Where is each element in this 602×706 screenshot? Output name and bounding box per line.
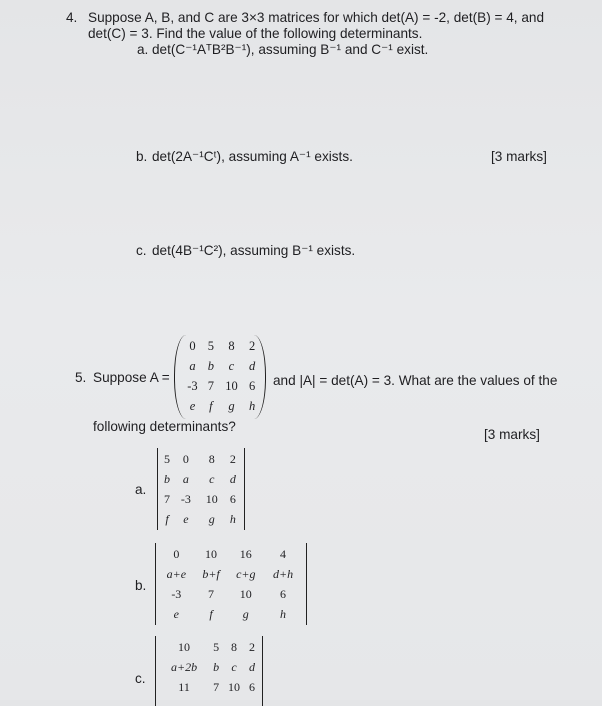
question-5-line-2: following determinants? [93,419,236,434]
determinant-cell: g [208,511,215,526]
determinant-cell: 7 [164,491,171,506]
matrix-cell: d [248,358,256,373]
determinant-cell: 7 [213,679,220,694]
determinant-row [158,604,302,624]
determinant-cell: 2 [249,639,255,654]
determinant-cell: 0 [173,546,180,561]
matrix-row [181,356,259,376]
matrix-cell: e [189,398,196,413]
question-4c-label: c. [136,243,147,258]
matrix-cell: f [209,398,213,413]
determinant-cell: -3 [180,491,191,506]
determinant-cell: 6 [280,586,287,601]
determinant-cell: a+2b [170,659,198,674]
determinant-cell: 4 [280,546,287,561]
matrix-cell: b [207,358,214,373]
matrix-a-table [181,336,259,416]
determinant-cell: h [229,511,236,526]
matrix-cell: a [189,358,196,373]
determinant-row [160,489,240,509]
determinant-cell: 16 [239,546,252,561]
determinant-cell: d+h [272,566,294,581]
question-5-number: 5. [75,370,87,385]
determinant-cell: c+g [236,566,256,581]
determinant-cell: 2 [229,451,236,466]
matrix-cell: -3 [187,378,198,393]
determinant-row [158,544,302,564]
determinant-cell: 8 [231,639,238,654]
matrix-cell: h [248,398,256,413]
determinant-cell: d [249,659,255,674]
determinant-a-table [160,449,240,529]
determinant-cell: 10 [239,586,252,601]
question-4-line-1: Suppose A, B, and C are 3×3 matrices for which det(A) = -2, det(B) = 4, and [88,10,545,25]
determinant-cell: 5 [164,451,171,466]
determinant-a [157,448,245,530]
determinant-cell: 5 [213,639,220,654]
determinant-row [158,564,302,584]
determinant-row [160,469,240,489]
determinant-b [155,543,307,625]
determinant-cell: 10 [178,639,191,654]
matrix-cell: 7 [207,378,214,393]
matrix-cell: 10 [225,378,238,393]
question-4b-label: b. [136,149,148,164]
determinant-cell: b [213,659,220,674]
determinant-cell: c [209,471,215,486]
determinant-cell: h [280,606,287,621]
determinant-cell: f [209,606,213,621]
question-4-number: 4. [66,10,78,25]
determinant-c-table [158,637,258,697]
determinant-row [158,677,258,697]
determinant-cell: 6 [229,491,236,506]
determinant-row [158,657,258,677]
question-4b-text: det(2A⁻¹Cᵗ), assuming A⁻¹ exists. [152,149,353,164]
question-5b-label: b. [135,578,147,593]
question-5-marks: [3 marks] [484,427,540,442]
determinant-cell: 0 [182,451,189,466]
matrix-cell: 2 [248,338,256,353]
determinant-cell: 6 [249,679,255,694]
determinant-cell: 7 [208,586,215,601]
question-4-line-2: det(C) = 3. Find the value of the following determinants. [88,26,423,41]
matrix-a [174,335,266,419]
question-4c-text: det(4B⁻¹C²), assuming B⁻¹ exists. [152,243,356,258]
question-4a-text: det(C⁻¹AᵀB²B⁻¹), assuming B⁻¹ and C⁻¹ exist. [152,42,429,57]
matrix-cell: c [228,358,235,373]
determinant-row [160,449,240,469]
question-5c-label: c. [135,671,146,686]
determinant-cell: 10 [205,491,218,506]
determinant-cell: e [173,606,179,621]
determinant-cell: 10 [228,679,241,694]
question-4a-label: a. [137,42,149,57]
matrix-row [181,376,259,396]
determinant-cell: d [229,471,236,486]
determinant-cell: b+f [202,566,220,581]
matrix-cell: 6 [248,378,256,393]
matrix-row [181,396,259,416]
question-4b-marks: [3 marks] [491,149,547,164]
determinant-c [155,636,263,706]
determinant-cell: c [231,659,237,674]
determinant-cell: a [182,471,189,486]
question-5-suppose: Suppose A = [93,370,170,385]
determinant-cell: a+e [166,566,187,581]
determinant-cell: 8 [208,451,215,466]
matrix-cell: 8 [228,338,235,353]
matrix-cell: g [228,398,235,413]
matrix-row [181,336,259,356]
determinant-cell: 11 [178,679,190,694]
determinant-cell: b [164,471,171,486]
question-5a-label: a. [135,482,147,497]
determinant-cell: g [242,606,249,621]
determinant-cell: -3 [171,586,182,601]
matrix-cell: 5 [207,338,214,353]
determinant-b-table [158,544,302,624]
determinant-row [158,637,258,657]
determinant-row [158,584,302,604]
determinant-row [160,509,240,529]
matrix-cell: 0 [189,338,196,353]
question-5-after-matrix: and |A| = det(A) = 3. What are the values of the [273,373,558,388]
determinant-cell: 10 [205,546,218,561]
determinant-cell: e [183,511,189,526]
determinant-cell: f [165,511,169,526]
